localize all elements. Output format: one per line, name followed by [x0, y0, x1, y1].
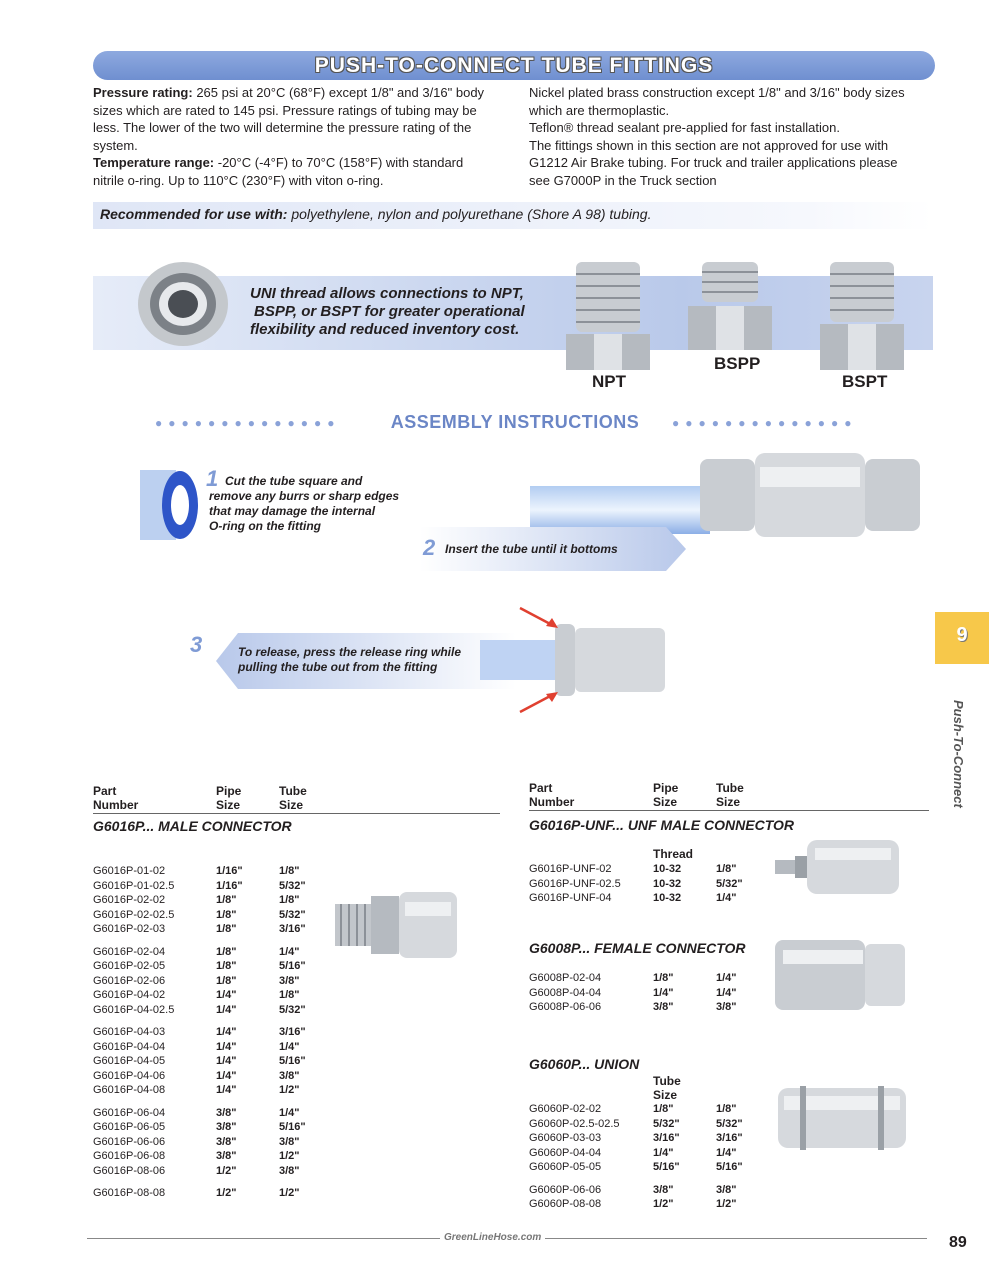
size-cell: 1/4" [216, 1026, 237, 1038]
part-number-cell: G6060P-08-08 [529, 1198, 602, 1211]
left-header-tube [279, 784, 307, 812]
part-number-cell: G6016P-UNF-02 [529, 863, 612, 875]
part-number-cell: G6060P-06-06 [529, 1183, 602, 1196]
side-label-text: Push-To-Connect [951, 700, 966, 808]
intro-right-line: Nickel plated brass construction except 1/8" and 3/16" body sizes [529, 85, 905, 100]
part-number-cell: G6008P-06-06 [529, 1001, 602, 1014]
part-number-cell: G6060P-02-02 [529, 1103, 602, 1115]
part-number-cell: G6060P-02.5-02.5 [529, 1117, 620, 1130]
step2-text: Insert the tube until it bottoms [445, 542, 618, 556]
tube-size-cell: 1/8" [716, 1103, 737, 1115]
part-number-cell: G6016P-01-02 [93, 865, 166, 877]
tube-size-cell: 1/2" [716, 1198, 737, 1211]
temperature-text: -20°C (-4°F) to 70°C (158°F) with standard nitrile o-ring. Up to 110°C (230°F) with viton o-ring. [93, 155, 464, 188]
bspp-fitting-image [688, 262, 772, 352]
size-cell: 10-32 [653, 892, 682, 905]
part-number-cell: G6016P-04-08 [93, 1084, 166, 1097]
tube-size-cell: 1/4" [716, 986, 737, 999]
size-cell: 3/8" [653, 1183, 674, 1196]
size-cell: 1/4" [216, 1084, 237, 1097]
part-number-cell: G6016P-08-06 [93, 1164, 166, 1177]
step3-fitting-image [480, 600, 670, 720]
right-header-pipe [653, 781, 678, 809]
uni-line: BSPP, or BSPT for greater operational [254, 303, 525, 320]
bspp-label: BSPP [714, 354, 761, 373]
union-image [778, 1082, 906, 1154]
tube-size-cell: 5/32" [279, 879, 306, 892]
part-number-cell: G6060P-04-04 [529, 1146, 602, 1159]
hdr-text: Size [216, 798, 241, 812]
right-header-part [529, 781, 574, 809]
intro-right-line: The fittings shown in this section are not approved for use with [529, 137, 889, 153]
intro-right-line: see G7000P in the Truck section [529, 172, 717, 188]
part-number-cell: G6016P-08-08 [93, 1187, 166, 1199]
tube-size-cell: 1/8" [279, 894, 300, 907]
step3-number: 3 [190, 632, 203, 657]
pressure-text: 265 psi at 20°C (68°F) except 1/8" and 3/16" body sizes which are rated to 145 psi. Pressure ratings of tubing may be less. The lower of the two will determine the pressure rating of the system. [93, 85, 485, 153]
intro-right-line: G1212 Air Brake tubing. For truck and trailer applications please [529, 155, 898, 170]
size-cell: 1/2" [216, 1164, 237, 1177]
tube-size-cell: 5/16" [279, 1055, 306, 1068]
part-number-cell: G6016P-02-04 [93, 945, 166, 958]
size-cell: 3/8" [216, 1135, 237, 1148]
step2-number: 2 [423, 535, 436, 560]
tube-size-cell: 3/8" [279, 1164, 300, 1177]
size-cell: 3/8" [653, 1001, 674, 1014]
hdr-text: Size [279, 798, 304, 812]
size-cell: 3/8" [216, 1121, 237, 1134]
pressure-label: Pressure rating: [93, 85, 193, 100]
part-number-cell: G6060P-03-03 [529, 1132, 602, 1145]
size-cell: 1/8" [216, 923, 237, 936]
hdr-text: Part [93, 784, 117, 798]
step3-text [238, 645, 461, 675]
tube-size-cell: 1/8" [279, 989, 300, 1002]
tube-size-cell: 5/32" [716, 1117, 743, 1130]
step1-line: that may damage the internal [209, 504, 376, 518]
size-cell: 1/4" [216, 1003, 237, 1016]
step1-fitting-image [700, 453, 926, 538]
temperature-label: Temperature range: [93, 155, 215, 170]
hdr-text: Pipe [653, 781, 679, 795]
size-cell: 1/4" [653, 1146, 674, 1159]
uni-thread-text [250, 285, 525, 339]
tube-size-cell: 3/8" [279, 1069, 300, 1082]
tube-size-cell: 1/4" [716, 1146, 737, 1159]
right-header-tube [716, 781, 744, 809]
size-cell: 3/8" [216, 1106, 237, 1119]
part-number-cell: G6016P-04-04 [93, 1040, 166, 1053]
part-number-cell: G6016P-UNF-02.5 [529, 877, 621, 890]
tube-size-cell: 3/8" [716, 1183, 737, 1196]
assembly-title: ASSEMBLY INSTRUCTIONS [390, 412, 640, 432]
hdr-text: Tube [716, 781, 744, 795]
part-number-cell: G6016P-02-02.5 [93, 908, 175, 921]
left-header-rule [93, 813, 500, 814]
hdr-text: Part [529, 781, 553, 795]
tube-size-cell: 5/32" [716, 877, 743, 890]
hdr-text: Number [529, 795, 575, 809]
size-cell: 1/8" [653, 1103, 674, 1115]
union-title: G6060P... UNION [529, 1056, 640, 1072]
tube-size-cell: 1/8" [716, 863, 737, 875]
size-cell: 1/8" [216, 960, 237, 973]
part-number-cell: G6016P-06-06 [93, 1135, 166, 1148]
size-cell: 1/8" [216, 974, 237, 987]
dots-right: ●●●●●●●●●●●●●● [672, 416, 858, 430]
intro-left [93, 84, 493, 189]
size-cell: 1/8" [216, 945, 237, 958]
part-number-cell: G6016P-04-02 [93, 989, 166, 1002]
intro-right-line: which are thermoplastic. [529, 102, 670, 118]
uni-line: flexibility and reduced inventory cost. [250, 321, 520, 338]
tube-size-cell: 1/4" [279, 945, 300, 958]
part-number-cell: G6016P-UNF-04 [529, 892, 612, 905]
part-number-cell: G6016P-04-02.5 [93, 1003, 175, 1016]
tube-size-cell: 3/8" [716, 1001, 737, 1014]
uni-line: UNI thread allows connections to NPT, [250, 285, 524, 302]
tube-size-cell: 3/16" [279, 923, 306, 936]
part-number-cell: G6008P-02-04 [529, 972, 602, 984]
tube-size-cell: 1/4" [716, 972, 737, 984]
unf-connector-image [775, 838, 905, 896]
tube-size-cell: 1/2" [279, 1150, 300, 1163]
bspt-fitting-image [820, 262, 904, 372]
part-number-cell: G6016P-04-03 [93, 1026, 166, 1038]
size-cell: 5/32" [653, 1117, 680, 1130]
female-connector-image [775, 938, 907, 1012]
uni-fitting-image [128, 254, 238, 354]
thread-header: Thread [653, 847, 694, 861]
part-number-cell: G6060P-05-05 [529, 1161, 602, 1174]
part-number-cell: G6016P-06-04 [93, 1106, 166, 1119]
tube-size-cell: 5/16" [279, 960, 306, 973]
hdr-text: Tube [279, 784, 307, 798]
footer-website: GreenLineHose.com [440, 1232, 545, 1243]
intro-right-line: Teflon® thread sealant pre-applied for fast installation. [529, 120, 840, 135]
unf-connector-title: G6016P-UNF... UNF MALE CONNECTOR [529, 817, 794, 833]
part-number-cell: G6016P-06-05 [93, 1121, 166, 1134]
hdr-text: Number [93, 798, 139, 812]
part-number-cell: G6016P-01-02.5 [93, 879, 175, 892]
part-number-cell: G6016P-06-08 [93, 1150, 166, 1163]
dots-left: ●●●●●●●●●●●●●● [155, 416, 341, 430]
tube-size-cell: 1/4" [279, 1040, 300, 1053]
tube-size-cell: 1/2" [279, 1187, 300, 1199]
hdr-text: Tube [653, 1074, 681, 1088]
tube-size-cell: 3/8" [279, 974, 300, 987]
part-number-cell: G6016P-04-05 [93, 1055, 166, 1068]
npt-label: NPT [592, 372, 626, 391]
size-cell: 1/4" [216, 1040, 237, 1053]
recommended-text: polyethylene, nylon and polyurethane (Shore A 98) tubing. [287, 206, 652, 222]
tube-size-cell: 1/8" [279, 865, 300, 877]
section-side-label [948, 700, 968, 810]
part-number-cell: G6016P-02-06 [93, 974, 166, 987]
part-number-cell: G6008P-04-04 [529, 986, 602, 999]
recommended-note [100, 206, 651, 222]
part-number-cell: G6016P-02-02 [93, 894, 166, 907]
step1-line: remove any burrs or sharp edges [209, 489, 400, 503]
size-cell: 1/8" [216, 894, 237, 907]
hdr-text: Pipe [216, 784, 242, 798]
size-cell: 1/4" [216, 989, 237, 1002]
bspt-label: BSPT [842, 372, 888, 391]
npt-fitting-image [566, 262, 650, 372]
step1-text [209, 474, 399, 534]
step3-line: To release, press the release ring while [238, 645, 461, 659]
size-cell: 1/4" [216, 1055, 237, 1068]
size-cell: 1/2" [653, 1198, 674, 1211]
step1-line: O-ring on the fitting [209, 519, 321, 533]
part-number-cell: G6016P-02-05 [93, 960, 166, 973]
step1-number: 1 [206, 466, 219, 491]
hdr-text: Size [653, 1088, 678, 1102]
tube-size-cell: 3/16" [716, 1132, 743, 1145]
tube-size-cell: 3/8" [279, 1135, 300, 1148]
intro-right [529, 84, 929, 189]
hdr-text: Size [716, 795, 741, 809]
tube-size-cell: 5/16" [279, 1121, 306, 1134]
section-tab-number: 9 [956, 624, 968, 646]
right-header-rule [529, 810, 929, 811]
size-cell: 10-32 [653, 877, 682, 890]
step1-line: Cut the tube square and [225, 474, 363, 488]
hdr-text: Size [653, 795, 678, 809]
size-cell: 3/16" [653, 1132, 680, 1145]
size-cell: 1/2" [216, 1187, 237, 1199]
size-cell: 1/8" [216, 908, 237, 921]
size-cell: 3/8" [216, 1150, 237, 1163]
left-header-part [93, 784, 138, 812]
size-cell: 5/16" [653, 1161, 680, 1174]
male-connector-title: G6016P... MALE CONNECTOR [93, 818, 292, 834]
size-cell: 1/16" [216, 865, 243, 877]
tube-size-cell: 5/32" [279, 908, 306, 921]
size-cell: 1/16" [216, 879, 243, 892]
left-header-pipe [216, 784, 241, 812]
page-number: 89 [949, 1234, 967, 1251]
size-cell: 1/4" [653, 986, 674, 999]
tube-size-cell: 3/16" [279, 1026, 306, 1038]
page-title: PUSH-TO-CONNECT TUBE FITTINGS [314, 54, 714, 77]
tube-size-cell: 1/2" [279, 1084, 300, 1097]
part-number-cell: G6016P-02-03 [93, 923, 166, 936]
size-cell: 1/4" [216, 1069, 237, 1082]
union-tube-header [653, 1074, 681, 1102]
tube-size-cell: 5/32" [279, 1003, 306, 1016]
step3-line: pulling the tube out from the fitting [238, 660, 438, 674]
female-connector-title: G6008P... FEMALE CONNECTOR [529, 940, 746, 956]
size-cell: 10-32 [653, 863, 682, 875]
recommended-label: Recommended for use with: [100, 206, 288, 222]
tube-size-cell: 1/4" [279, 1106, 300, 1119]
tube-size-cell: 5/16" [716, 1161, 743, 1174]
size-cell: 1/8" [653, 972, 674, 984]
male-connector-image [335, 890, 460, 960]
part-number-cell: G6016P-04-06 [93, 1069, 166, 1082]
tube-size-cell: 1/4" [716, 892, 737, 905]
